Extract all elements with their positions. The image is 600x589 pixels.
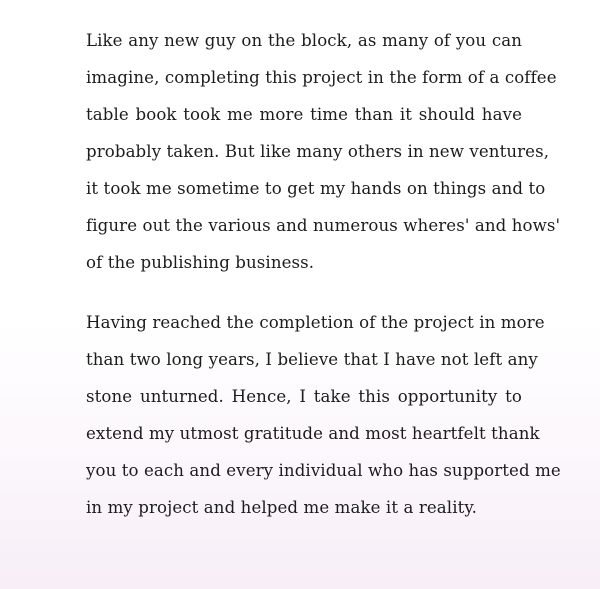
text-line: table book took me more time than it should have	[86, 105, 522, 124]
text-line: of the publishing business.	[86, 253, 315, 272]
text-line: you to each and every individual who has supported me	[86, 461, 561, 480]
text-line: figure out the various and numerous wheres' and hows'	[86, 216, 561, 235]
text-line: extend my utmost gratitude and most heartfelt thank	[86, 424, 540, 443]
text-line: in my project and helped me make it a reality.	[86, 498, 478, 517]
paragraph-1	[86, 30, 561, 289]
text-line: Like any new guy on the block, as many of you can	[86, 31, 522, 50]
text-line: probably taken. But like many others in new ventures,	[86, 142, 550, 161]
text-line: than two long years, I believe that I have not left any	[86, 350, 538, 369]
text-line: imagine, completing this project in the form of a coffee	[86, 68, 557, 87]
paragraph-2	[86, 312, 561, 534]
text-line: stone unturned. Hence, I take this opportunity to	[86, 387, 522, 406]
text-line: it took me sometime to get my hands on things and to	[86, 179, 546, 198]
text-line: Having reached the completion of the project in more	[86, 313, 545, 332]
